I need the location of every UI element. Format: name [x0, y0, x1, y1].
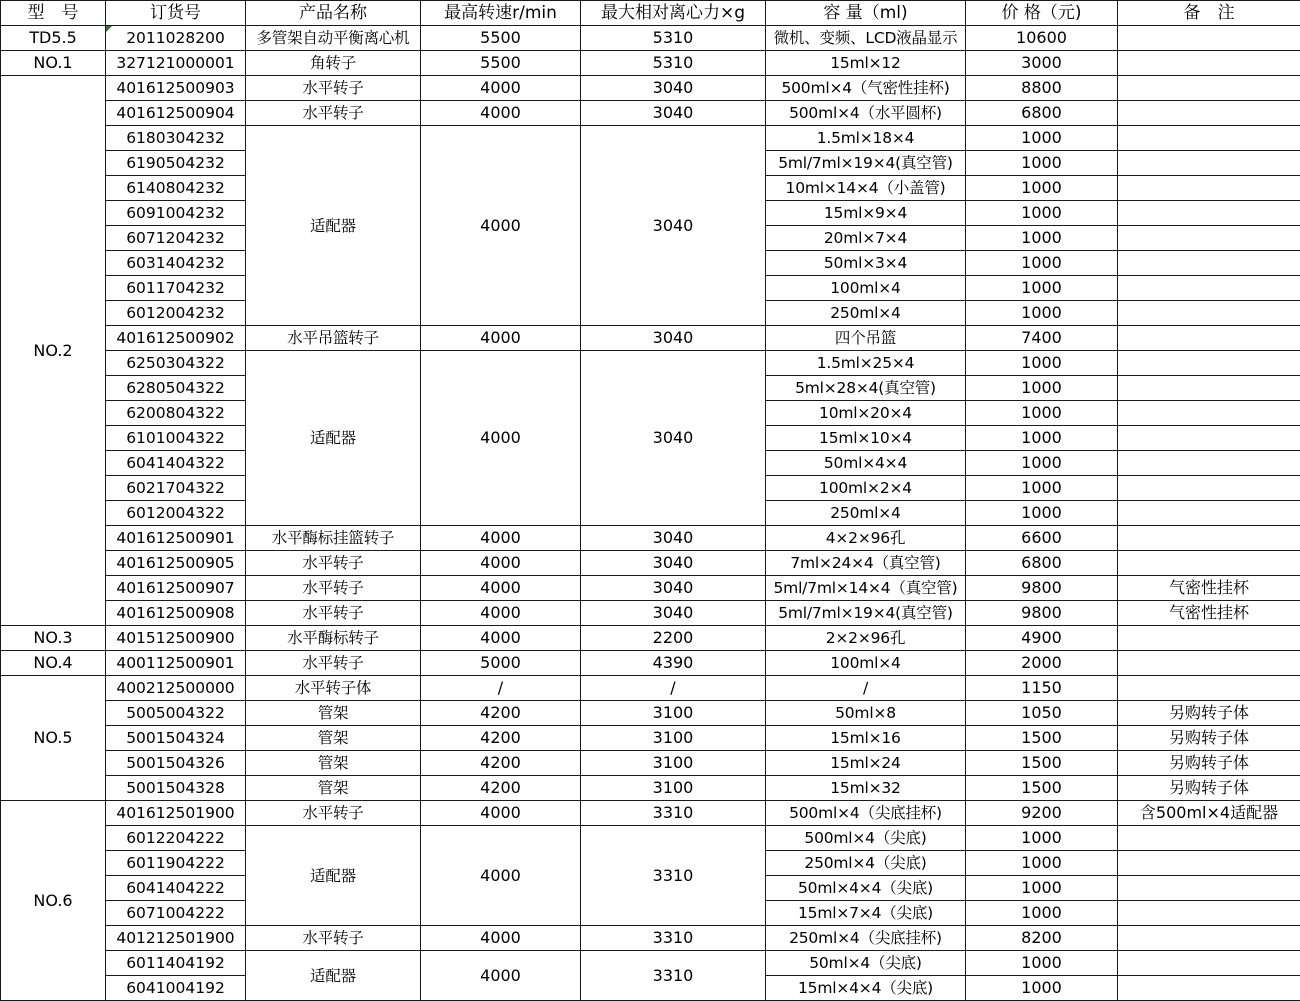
cell-order-number[interactable]: 6101004322: [106, 426, 246, 451]
cell-remarks[interactable]: [1118, 251, 1300, 276]
cell-order-number[interactable]: 401612500908: [106, 601, 246, 626]
cell-product-name[interactable]: 水平转子: [246, 551, 421, 576]
cell-capacity[interactable]: 四个吊篮: [766, 326, 966, 351]
cell-remarks[interactable]: [1118, 351, 1300, 376]
cell-price[interactable]: 3000: [966, 51, 1118, 76]
cell-price[interactable]: 1000: [966, 126, 1118, 151]
cell-capacity[interactable]: 50ml×4×4（尖底): [766, 876, 966, 901]
cell-capacity[interactable]: 100ml×4: [766, 651, 966, 676]
cell-capacity[interactable]: 10ml×14×4（小盖管): [766, 176, 966, 201]
cell-capacity[interactable]: 15ml×16: [766, 726, 966, 751]
cell-remarks[interactable]: [1118, 201, 1300, 226]
cell-remarks[interactable]: 气密性挂杯: [1118, 601, 1300, 626]
table-row: [1, 951, 1300, 976]
cell-remarks[interactable]: [1118, 276, 1300, 301]
cell-max-rcf[interactable]: /: [581, 676, 766, 701]
cell-max-rcf[interactable]: 3310: [581, 951, 766, 1001]
cell-remarks[interactable]: [1118, 151, 1300, 176]
cell-max-speed[interactable]: 4200: [421, 701, 581, 726]
cell-product-name[interactable]: 适配器: [246, 951, 421, 1001]
header-price[interactable]: 价 格（元): [966, 1, 1118, 26]
cell-max-speed[interactable]: 4000: [421, 801, 581, 826]
cell-price[interactable]: 1000: [966, 501, 1118, 526]
cell-max-rcf[interactable]: 2200: [581, 626, 766, 651]
cell-product-name[interactable]: 管架: [246, 726, 421, 751]
cell-max-speed[interactable]: 5500: [421, 51, 581, 76]
cell-capacity[interactable]: 5ml/7ml×14×4（真空管): [766, 576, 966, 601]
cell-max-speed[interactable]: 4000: [421, 526, 581, 551]
cell-order-number[interactable]: 6071004222: [106, 901, 246, 926]
cell-capacity[interactable]: 20ml×7×4: [766, 226, 966, 251]
cell-max-speed[interactable]: /: [421, 676, 581, 701]
cell-order-number[interactable]: 6012204222: [106, 826, 246, 851]
cell-remarks[interactable]: [1118, 76, 1300, 101]
cell-price[interactable]: 7400: [966, 326, 1118, 351]
table-row: [1, 776, 1300, 801]
cell-price[interactable]: 9800: [966, 576, 1118, 601]
cell-max-speed[interactable]: 4000: [421, 551, 581, 576]
cell-order-number[interactable]: [106, 26, 246, 51]
cell-max-speed[interactable]: 4000: [421, 926, 581, 951]
cell-capacity[interactable]: 100ml×2×4: [766, 476, 966, 501]
cell-price[interactable]: 9200: [966, 801, 1118, 826]
table-body: [1, 26, 1300, 1001]
table-row: [1, 351, 1300, 376]
cell-remarks[interactable]: [1118, 926, 1300, 951]
cell-order-number[interactable]: 400112500901: [106, 651, 246, 676]
cell-order-number[interactable]: 6041004192: [106, 976, 246, 1001]
cell-price[interactable]: 1000: [966, 176, 1118, 201]
header-order-number[interactable]: 订货号: [106, 1, 246, 26]
cell-max-rcf[interactable]: 3310: [581, 826, 766, 926]
table-row: [1, 651, 1300, 676]
cell-remarks[interactable]: [1118, 176, 1300, 201]
cell-model[interactable]: NO.6: [1, 801, 106, 1001]
cell-price[interactable]: 6600: [966, 526, 1118, 551]
header-product-name[interactable]: 产品名称: [246, 1, 421, 26]
cell-max-rcf[interactable]: 3040: [581, 576, 766, 601]
cell-max-rcf[interactable]: 4390: [581, 651, 766, 676]
cell-order-number[interactable]: 5001504326: [106, 751, 246, 776]
cell-price[interactable]: 1000: [966, 226, 1118, 251]
cell-capacity[interactable]: 10ml×20×4: [766, 401, 966, 426]
cell-price[interactable]: 1000: [966, 826, 1118, 851]
cell-capacity[interactable]: 1.5ml×18×4: [766, 126, 966, 151]
header-max-speed[interactable]: 最高转速r/min: [421, 1, 581, 26]
cell-product-name[interactable]: 多管架自动平衡离心机: [246, 26, 421, 51]
cell-model[interactable]: NO.5: [1, 676, 106, 801]
cell-capacity[interactable]: 500ml×4（尖底): [766, 826, 966, 851]
cell-order-number[interactable]: 6250304322: [106, 351, 246, 376]
cell-order-number[interactable]: 401212501900: [106, 926, 246, 951]
table-row: [1, 26, 1300, 51]
cell-price[interactable]: 1000: [966, 476, 1118, 501]
cell-remarks[interactable]: [1118, 826, 1300, 851]
cell-capacity[interactable]: 5ml/7ml×19×4(真空管): [766, 151, 966, 176]
cell-order-number[interactable]: 6190504232: [106, 151, 246, 176]
cell-price[interactable]: 1150: [966, 676, 1118, 701]
cell-capacity[interactable]: 50ml×8: [766, 701, 966, 726]
cell-model[interactable]: NO.4: [1, 651, 106, 676]
cell-order-number[interactable]: 6031404232: [106, 251, 246, 276]
cell-order-number[interactable]: 327121000001: [106, 51, 246, 76]
cell-product-name[interactable]: 管架: [246, 776, 421, 801]
cell-max-rcf[interactable]: 3100: [581, 751, 766, 776]
cell-capacity[interactable]: 250ml×4: [766, 301, 966, 326]
cell-product-name[interactable]: 适配器: [246, 351, 421, 526]
cell-max-speed[interactable]: 4000: [421, 101, 581, 126]
cell-max-speed[interactable]: 5000: [421, 651, 581, 676]
cell-product-name[interactable]: 适配器: [246, 126, 421, 326]
cell-price[interactable]: 1000: [966, 901, 1118, 926]
cell-order-number[interactable]: 6041404322: [106, 451, 246, 476]
table-row: [1, 51, 1300, 76]
cell-order-number[interactable]: 401612501900: [106, 801, 246, 826]
cell-price[interactable]: 10600: [966, 26, 1118, 51]
cell-max-rcf[interactable]: 3040: [581, 526, 766, 551]
cell-order-number-text: 2011028200: [126, 29, 225, 47]
cell-max-speed[interactable]: 4000: [421, 951, 581, 1001]
cell-model[interactable]: NO.1: [1, 51, 106, 76]
cell-order-number[interactable]: 6041404222: [106, 876, 246, 901]
cell-order-number[interactable]: 6012004232: [106, 301, 246, 326]
cell-remarks[interactable]: 另购转子体: [1118, 726, 1300, 751]
cell-remarks[interactable]: [1118, 101, 1300, 126]
cell-product-name[interactable]: 水平酶标挂篮转子: [246, 526, 421, 551]
cell-remarks[interactable]: [1118, 501, 1300, 526]
cell-order-number[interactable]: 5001504328: [106, 776, 246, 801]
cell-capacity[interactable]: 7ml×24×4（真空管): [766, 551, 966, 576]
cell-capacity[interactable]: 1.5ml×25×4: [766, 351, 966, 376]
cell-price[interactable]: 1000: [966, 876, 1118, 901]
cell-capacity[interactable]: 5ml/7ml×19×4(真空管): [766, 601, 966, 626]
table-row: [1, 676, 1300, 701]
table-row: [1, 101, 1300, 126]
cell-order-number[interactable]: 6071204232: [106, 226, 246, 251]
cell-remarks[interactable]: [1118, 626, 1300, 651]
cell-max-speed[interactable]: 4000: [421, 126, 581, 326]
cell-remarks[interactable]: [1118, 651, 1300, 676]
cell-remarks[interactable]: [1118, 551, 1300, 576]
cell-price[interactable]: 1000: [966, 401, 1118, 426]
cell-price[interactable]: 2000: [966, 651, 1118, 676]
cell-product-name[interactable]: 角转子: [246, 51, 421, 76]
table-row: [1, 726, 1300, 751]
cell-order-number[interactable]: 401612500903: [106, 76, 246, 101]
table-row: [1, 576, 1300, 601]
cell-remarks[interactable]: [1118, 876, 1300, 901]
cell-max-rcf[interactable]: 3040: [581, 76, 766, 101]
header-max-rcf[interactable]: 最大相对离心力×g: [581, 1, 766, 26]
cell-price[interactable]: 8800: [966, 76, 1118, 101]
cell-product-name[interactable]: 水平转子: [246, 651, 421, 676]
cell-max-speed[interactable]: 4000: [421, 626, 581, 651]
cell-order-number[interactable]: 6021704322: [106, 476, 246, 501]
table-row: [1, 551, 1300, 576]
cell-product-name[interactable]: 水平转子: [246, 801, 421, 826]
cell-capacity[interactable]: 50ml×4×4: [766, 451, 966, 476]
cell-order-number[interactable]: 401612500901: [106, 526, 246, 551]
cell-max-rcf[interactable]: 3040: [581, 326, 766, 351]
cell-order-number[interactable]: 6011904222: [106, 851, 246, 876]
table-row: [1, 701, 1300, 726]
cell-max-rcf[interactable]: 3100: [581, 776, 766, 801]
cell-order-number[interactable]: 6200804322: [106, 401, 246, 426]
cell-order-number[interactable]: 6011404192: [106, 951, 246, 976]
cell-price[interactable]: 1050: [966, 701, 1118, 726]
cell-product-name[interactable]: 水平转子: [246, 926, 421, 951]
cell-remarks[interactable]: [1118, 426, 1300, 451]
cell-model[interactable]: TD5.5: [1, 26, 106, 51]
cell-remarks[interactable]: [1118, 26, 1300, 51]
cell-max-rcf[interactable]: 3040: [581, 601, 766, 626]
cell-max-rcf[interactable]: 3100: [581, 726, 766, 751]
cell-capacity[interactable]: 50ml×4（尖底): [766, 951, 966, 976]
table-row: [1, 926, 1300, 951]
cell-price[interactable]: 1000: [966, 276, 1118, 301]
cell-remarks[interactable]: [1118, 976, 1300, 1001]
cell-order-number[interactable]: 401612500905: [106, 551, 246, 576]
cell-capacity[interactable]: 500ml×4（气密性挂杯): [766, 76, 966, 101]
cell-capacity[interactable]: 250ml×4（尖底挂杯): [766, 926, 966, 951]
cell-product-name[interactable]: 水平吊篮转子: [246, 326, 421, 351]
cell-remarks[interactable]: [1118, 526, 1300, 551]
cell-order-number[interactable]: 5005004322: [106, 701, 246, 726]
cell-price[interactable]: 1000: [966, 151, 1118, 176]
cell-remarks[interactable]: [1118, 676, 1300, 701]
cell-remarks[interactable]: [1118, 376, 1300, 401]
cell-remarks[interactable]: 另购转子体: [1118, 776, 1300, 801]
cell-price[interactable]: 6800: [966, 551, 1118, 576]
cell-order-number[interactable]: 6091004232: [106, 201, 246, 226]
table-row: [1, 826, 1300, 851]
cell-order-number[interactable]: 401612500902: [106, 326, 246, 351]
cell-product-name[interactable]: 水平转子体: [246, 676, 421, 701]
cell-remarks[interactable]: [1118, 126, 1300, 151]
cell-order-number[interactable]: 400212500000: [106, 676, 246, 701]
cell-remarks[interactable]: [1118, 476, 1300, 501]
cell-product-name[interactable]: 水平转子: [246, 76, 421, 101]
cell-price[interactable]: 8200: [966, 926, 1118, 951]
cell-max-speed[interactable]: 5500: [421, 26, 581, 51]
cell-max-rcf[interactable]: 3310: [581, 926, 766, 951]
header-row: [1, 1, 1300, 26]
cell-max-speed[interactable]: 4000: [421, 601, 581, 626]
cell-capacity[interactable]: 250ml×4: [766, 501, 966, 526]
cell-remarks[interactable]: 含500ml×4适配器: [1118, 801, 1300, 826]
cell-price[interactable]: 1500: [966, 751, 1118, 776]
cell-capacity[interactable]: 15ml×10×4: [766, 426, 966, 451]
cell-capacity[interactable]: 15ml×12: [766, 51, 966, 76]
cell-price[interactable]: 1000: [966, 951, 1118, 976]
table-row: [1, 626, 1300, 651]
cell-max-speed[interactable]: 4200: [421, 726, 581, 751]
cell-price[interactable]: 9800: [966, 601, 1118, 626]
cell-product-name[interactable]: 管架: [246, 751, 421, 776]
cell-remarks[interactable]: [1118, 451, 1300, 476]
table-row: [1, 326, 1300, 351]
cell-order-number[interactable]: 6280504322: [106, 376, 246, 401]
cell-order-number[interactable]: 401612500907: [106, 576, 246, 601]
cell-remarks[interactable]: 气密性挂杯: [1118, 576, 1300, 601]
cell-remarks[interactable]: [1118, 901, 1300, 926]
cell-order-number[interactable]: 6180304232: [106, 126, 246, 151]
cell-max-rcf[interactable]: 3040: [581, 126, 766, 326]
cell-remarks[interactable]: [1118, 326, 1300, 351]
table-row: [1, 751, 1300, 776]
cell-remarks[interactable]: 另购转子体: [1118, 751, 1300, 776]
table-row: [1, 126, 1300, 151]
cell-remarks[interactable]: [1118, 851, 1300, 876]
cell-product-name[interactable]: 管架: [246, 701, 421, 726]
cell-capacity[interactable]: 2×2×96孔: [766, 626, 966, 651]
cell-price[interactable]: 1000: [966, 351, 1118, 376]
cell-max-speed[interactable]: 4000: [421, 576, 581, 601]
cell-price[interactable]: 1000: [966, 376, 1118, 401]
cell-max-speed[interactable]: 4000: [421, 826, 581, 926]
cell-price[interactable]: 4900: [966, 626, 1118, 651]
cell-price[interactable]: 1500: [966, 726, 1118, 751]
header-remarks[interactable]: 备 注: [1118, 1, 1300, 26]
cell-price[interactable]: 1500: [966, 776, 1118, 801]
cell-capacity[interactable]: 4×2×96孔: [766, 526, 966, 551]
cell-capacity[interactable]: 15ml×24: [766, 751, 966, 776]
cell-capacity[interactable]: 15ml×7×4（尖底): [766, 901, 966, 926]
cell-order-number[interactable]: 6011704232: [106, 276, 246, 301]
cell-max-rcf[interactable]: 3040: [581, 351, 766, 526]
cell-order-number[interactable]: 5001504324: [106, 726, 246, 751]
cell-max-rcf[interactable]: 5310: [581, 26, 766, 51]
cell-remarks[interactable]: [1118, 951, 1300, 976]
cell-capacity[interactable]: 微机、变频、LCD液晶显示: [766, 26, 966, 51]
cell-max-rcf[interactable]: 3100: [581, 701, 766, 726]
cell-capacity[interactable]: 5ml×28×4(真空管): [766, 376, 966, 401]
cell-max-speed[interactable]: 4000: [421, 326, 581, 351]
cell-price[interactable]: 1000: [966, 976, 1118, 1001]
cell-order-number[interactable]: 401612500904: [106, 101, 246, 126]
cell-marker-icon: [106, 26, 112, 32]
table-row: [1, 526, 1300, 551]
cell-price[interactable]: 1000: [966, 451, 1118, 476]
cell-remarks[interactable]: [1118, 301, 1300, 326]
header-model[interactable]: 型 号: [1, 1, 106, 26]
cell-max-rcf[interactable]: 3040: [581, 551, 766, 576]
cell-model[interactable]: NO.3: [1, 626, 106, 651]
table-row: [1, 801, 1300, 826]
cell-order-number[interactable]: 6012004322: [106, 501, 246, 526]
cell-capacity[interactable]: 250ml×4（尖底): [766, 851, 966, 876]
cell-remarks[interactable]: 另购转子体: [1118, 701, 1300, 726]
cell-price[interactable]: 1000: [966, 251, 1118, 276]
cell-capacity[interactable]: 15ml×4×4（尖底): [766, 976, 966, 1001]
cell-product-name[interactable]: 适配器: [246, 826, 421, 926]
table-row: [1, 601, 1300, 626]
cell-capacity[interactable]: 15ml×32: [766, 776, 966, 801]
cell-capacity[interactable]: 15ml×9×4: [766, 201, 966, 226]
cell-product-name[interactable]: 水平转子: [246, 601, 421, 626]
cell-product-name[interactable]: 水平转子: [246, 576, 421, 601]
cell-max-rcf[interactable]: 3040: [581, 101, 766, 126]
cell-product-name[interactable]: 水平酶标转子: [246, 626, 421, 651]
cell-remarks[interactable]: [1118, 401, 1300, 426]
cell-remarks[interactable]: [1118, 51, 1300, 76]
cell-max-rcf[interactable]: 5310: [581, 51, 766, 76]
header-capacity[interactable]: 容 量（ml): [766, 1, 966, 26]
cell-max-rcf[interactable]: 3310: [581, 801, 766, 826]
cell-max-speed[interactable]: 4200: [421, 776, 581, 801]
cell-capacity[interactable]: 500ml×4（水平圆杯): [766, 101, 966, 126]
cell-capacity[interactable]: 50ml×3×4: [766, 251, 966, 276]
cell-product-name[interactable]: 水平转子: [246, 101, 421, 126]
cell-price[interactable]: 6800: [966, 101, 1118, 126]
cell-price[interactable]: 1000: [966, 301, 1118, 326]
cell-price[interactable]: 1000: [966, 426, 1118, 451]
cell-max-speed[interactable]: 4000: [421, 351, 581, 526]
cell-model[interactable]: NO.2: [1, 76, 106, 626]
cell-max-speed[interactable]: 4000: [421, 76, 581, 101]
cell-order-number[interactable]: 401512500900: [106, 626, 246, 651]
table-row: [1, 76, 1300, 101]
cell-capacity[interactable]: /: [766, 676, 966, 701]
cell-capacity[interactable]: 100ml×4: [766, 276, 966, 301]
cell-price[interactable]: 1000: [966, 201, 1118, 226]
cell-order-number[interactable]: 6140804232: [106, 176, 246, 201]
cell-price[interactable]: 1000: [966, 851, 1118, 876]
cell-max-speed[interactable]: 4200: [421, 751, 581, 776]
cell-remarks[interactable]: [1118, 226, 1300, 251]
cell-capacity[interactable]: 500ml×4（尖底挂杯): [766, 801, 966, 826]
